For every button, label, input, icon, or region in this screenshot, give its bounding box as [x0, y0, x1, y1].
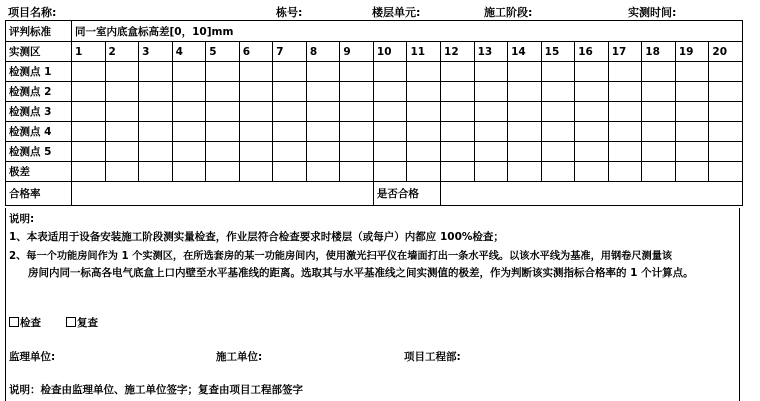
notes-section	[5, 208, 740, 401]
measurement-cell[interactable]	[373, 142, 407, 162]
zone-number: 6	[239, 42, 273, 62]
row-label: 检测点 5	[6, 142, 72, 162]
measurement-cell[interactable]	[709, 142, 743, 162]
measurement-cell[interactable]	[306, 102, 340, 122]
measurement-cell[interactable]	[139, 62, 173, 82]
measurement-cell[interactable]	[675, 102, 709, 122]
measurement-cell[interactable]	[474, 82, 508, 102]
zone-number: 15	[541, 42, 575, 62]
measurement-cell[interactable]	[105, 162, 139, 182]
measurement-cell[interactable]	[373, 82, 407, 102]
zone-number: 13	[474, 42, 508, 62]
measurement-cell[interactable]	[139, 102, 173, 122]
measurement-cell[interactable]	[105, 122, 139, 142]
zone-number: 4	[172, 42, 206, 62]
measurement-cell[interactable]	[608, 62, 642, 82]
measurement-cell[interactable]	[340, 82, 374, 102]
measurement-cell[interactable]	[206, 162, 240, 182]
measurement-cell[interactable]	[407, 62, 441, 82]
measurement-cell[interactable]	[608, 82, 642, 102]
measurement-cell[interactable]	[306, 142, 340, 162]
measurement-cell[interactable]	[72, 142, 106, 162]
standard-value: 同一室内底盒标高差[0，10]mm	[72, 21, 743, 42]
measurement-cell[interactable]	[139, 162, 173, 182]
measurement-cell[interactable]	[642, 142, 676, 162]
measurement-cell[interactable]	[273, 122, 307, 142]
measurement-cell[interactable]	[72, 82, 106, 102]
measurement-cell[interactable]	[575, 122, 609, 142]
recheck-option[interactable]	[66, 315, 98, 330]
measurement-cell[interactable]	[709, 82, 743, 102]
measurement-cell[interactable]	[541, 82, 575, 102]
measurement-cell[interactable]	[72, 122, 106, 142]
notes-item-1: 1、本表适用于设备安装施工阶段测实量检查，作业层符合检查要求时楼层（或每户）内都应 100%检查；	[9, 231, 504, 243]
measurement-cell[interactable]	[709, 102, 743, 122]
measurement-cell[interactable]	[105, 142, 139, 162]
measurement-cell[interactable]	[239, 102, 273, 122]
measurement-cell[interactable]	[675, 122, 709, 142]
measurement-cell[interactable]	[474, 162, 508, 182]
measurement-cell[interactable]	[709, 162, 743, 182]
zone-number: 19	[675, 42, 709, 62]
measurement-cell[interactable]	[239, 162, 273, 182]
measurement-cell[interactable]	[273, 102, 307, 122]
zone-number: 5	[206, 42, 240, 62]
measurement-cell[interactable]	[642, 162, 676, 182]
measurement-cell[interactable]	[441, 82, 475, 102]
footer-note: 说明：检查由监理单位、施工单位签字；复查由项目工程部签字	[9, 384, 303, 396]
measurement-cell[interactable]	[306, 162, 340, 182]
notes-item-2-line-1: 2、每一个功能房间作为 1 个实测区，在所选套房的某一功能房间内，使用激光扫平仪在墙面打出一条水平线。以该水平线为基准，用钢卷尺测量该	[9, 251, 673, 262]
measurement-cell[interactable]	[206, 142, 240, 162]
measurement-cell[interactable]	[273, 142, 307, 162]
measurement-cell[interactable]	[541, 162, 575, 182]
pass-rate-value[interactable]	[72, 182, 374, 206]
measurement-cell[interactable]	[306, 122, 340, 142]
measurement-cell[interactable]	[105, 82, 139, 102]
measurement-cell[interactable]	[105, 62, 139, 82]
table-row	[6, 62, 743, 82]
building-no-label: 栋号:	[276, 6, 303, 19]
measurement-cell[interactable]	[441, 142, 475, 162]
measurement-cell[interactable]	[206, 102, 240, 122]
measurement-cell[interactable]	[139, 82, 173, 102]
measurement-cell[interactable]	[675, 82, 709, 102]
zone-number: 7	[273, 42, 307, 62]
recheck-checkbox[interactable]	[66, 317, 76, 327]
measurement-cell[interactable]	[675, 62, 709, 82]
project-dept-signature-label: 项目工程部:	[404, 351, 461, 363]
table-row	[6, 122, 743, 142]
measurement-cell[interactable]	[273, 162, 307, 182]
table-row	[6, 82, 743, 102]
zone-number: 2	[105, 42, 139, 62]
notes-item-2-line-2: 房间内同一标高各电气底盒上口内壁至水平基准线的距离。选取其与水平基准线之间实测值的极差，作为判断该实测指标合格率的 1 个计算点。	[28, 267, 694, 279]
measurement-cell[interactable]	[172, 162, 206, 182]
measurement-cell[interactable]	[407, 142, 441, 162]
table-row	[6, 142, 743, 162]
measurement-table	[5, 20, 743, 206]
measurement-cell[interactable]	[474, 122, 508, 142]
measurement-cell[interactable]	[407, 122, 441, 142]
zone-number: 12	[441, 42, 475, 62]
standard-label: 评判标准	[6, 21, 72, 42]
measurement-cell[interactable]	[642, 102, 676, 122]
inspect-option[interactable]	[9, 315, 41, 330]
measurement-cell[interactable]	[642, 122, 676, 142]
measurement-cell[interactable]	[709, 122, 743, 142]
measurement-cell[interactable]	[541, 62, 575, 82]
measurement-cell[interactable]	[474, 102, 508, 122]
measurement-cell[interactable]	[441, 162, 475, 182]
measurement-cell[interactable]	[172, 62, 206, 82]
measurement-cell[interactable]	[508, 162, 542, 182]
floor-unit-label: 楼层单元:	[372, 6, 421, 19]
measurement-cell[interactable]	[407, 82, 441, 102]
measurement-cell[interactable]	[575, 162, 609, 182]
measurement-cell[interactable]	[508, 102, 542, 122]
measurement-cell[interactable]	[172, 122, 206, 142]
measurement-cell[interactable]	[541, 122, 575, 142]
measurement-cell[interactable]	[608, 162, 642, 182]
zone-number: 14	[508, 42, 542, 62]
measurement-cell[interactable]	[575, 82, 609, 102]
measurement-cell[interactable]	[575, 62, 609, 82]
measurement-cell[interactable]	[608, 142, 642, 162]
measurement-cell[interactable]	[239, 82, 273, 102]
notes-title: 说明:	[9, 213, 35, 225]
measurement-cell[interactable]	[206, 62, 240, 82]
standard-row	[6, 21, 743, 42]
measurement-cell[interactable]	[541, 142, 575, 162]
measurement-cell[interactable]	[373, 122, 407, 142]
measurement-cell[interactable]	[541, 102, 575, 122]
pass-rate-row	[6, 182, 743, 206]
measurement-cell[interactable]	[206, 122, 240, 142]
measurement-cell[interactable]	[340, 102, 374, 122]
measurement-cell[interactable]	[675, 142, 709, 162]
measurement-cell[interactable]	[172, 102, 206, 122]
measurement-cell[interactable]	[675, 162, 709, 182]
measurement-cell[interactable]	[508, 62, 542, 82]
table-row	[6, 102, 743, 122]
qualified-label: 是否合格	[373, 182, 440, 206]
measurement-cell[interactable]	[172, 82, 206, 102]
measurement-cell[interactable]	[72, 102, 106, 122]
row-label: 检测点 1	[6, 62, 72, 82]
measurement-cell[interactable]	[575, 102, 609, 122]
measurement-cell[interactable]	[474, 62, 508, 82]
zone-number: 9	[340, 42, 374, 62]
measurement-cell[interactable]	[306, 82, 340, 102]
measurement-cell[interactable]	[340, 122, 374, 142]
contractor-signature-label: 施工单位:	[216, 351, 263, 363]
zone-number: 3	[139, 42, 173, 62]
zone-number: 18	[642, 42, 676, 62]
measurement-cell[interactable]	[373, 102, 407, 122]
zone-number: 10	[373, 42, 407, 62]
measurement-cell[interactable]	[709, 62, 743, 82]
measurement-cell[interactable]	[273, 62, 307, 82]
row-label: 检测点 3	[6, 102, 72, 122]
measurement-cell[interactable]	[340, 162, 374, 182]
supervisor-signature-label: 监理单位:	[9, 351, 56, 363]
inspect-checkbox[interactable]	[9, 317, 19, 327]
measurement-cell[interactable]	[273, 82, 307, 102]
measurement-cell[interactable]	[373, 62, 407, 82]
measurement-cell[interactable]	[474, 142, 508, 162]
row-label: 极差	[6, 162, 72, 182]
measurement-cell[interactable]	[373, 162, 407, 182]
measurement-cell[interactable]	[239, 122, 273, 142]
zone-label: 实测区	[6, 42, 72, 62]
zone-number: 16	[575, 42, 609, 62]
measurement-cell[interactable]	[441, 102, 475, 122]
measurement-cell[interactable]	[340, 142, 374, 162]
measurement-cell[interactable]	[608, 102, 642, 122]
table-row	[6, 162, 743, 182]
zone-number: 20	[709, 42, 743, 62]
measurement-cell[interactable]	[407, 102, 441, 122]
measurement-cell[interactable]	[172, 142, 206, 162]
measurement-cell[interactable]	[575, 142, 609, 162]
measurement-cell[interactable]	[642, 62, 676, 82]
zone-number: 8	[306, 42, 340, 62]
inspect-label: 检查	[20, 317, 41, 329]
measurement-cell[interactable]	[239, 142, 273, 162]
row-label: 检测点 4	[6, 122, 72, 142]
measurement-cell[interactable]	[441, 122, 475, 142]
measurement-cell[interactable]	[608, 122, 642, 142]
recheck-label: 复查	[77, 317, 98, 329]
zone-number: 11	[407, 42, 441, 62]
row-label: 检测点 2	[6, 82, 72, 102]
measure-time-label: 实测时间:	[628, 6, 677, 19]
pass-rate-label: 合格率	[6, 182, 72, 206]
project-name-label: 项目名称:	[8, 6, 57, 19]
measurement-cell[interactable]	[508, 122, 542, 142]
measurement-cell[interactable]	[642, 82, 676, 102]
measurement-cell[interactable]	[508, 142, 542, 162]
zone-row	[6, 42, 743, 62]
measurement-cell[interactable]	[105, 102, 139, 122]
measurement-cell[interactable]	[72, 162, 106, 182]
measurement-cell[interactable]	[72, 62, 106, 82]
zone-number: 17	[608, 42, 642, 62]
measurement-cell[interactable]	[139, 142, 173, 162]
measurement-cell[interactable]	[508, 82, 542, 102]
qualified-value[interactable]	[441, 182, 743, 206]
measurement-cell[interactable]	[340, 62, 374, 82]
zone-number: 1	[72, 42, 106, 62]
measurement-cell[interactable]	[407, 162, 441, 182]
measurement-cell[interactable]	[139, 122, 173, 142]
measurement-cell[interactable]	[239, 62, 273, 82]
measurement-cell[interactable]	[306, 62, 340, 82]
measurement-cell[interactable]	[206, 82, 240, 102]
construction-stage-label: 施工阶段:	[484, 6, 533, 19]
measurement-cell[interactable]	[441, 62, 475, 82]
